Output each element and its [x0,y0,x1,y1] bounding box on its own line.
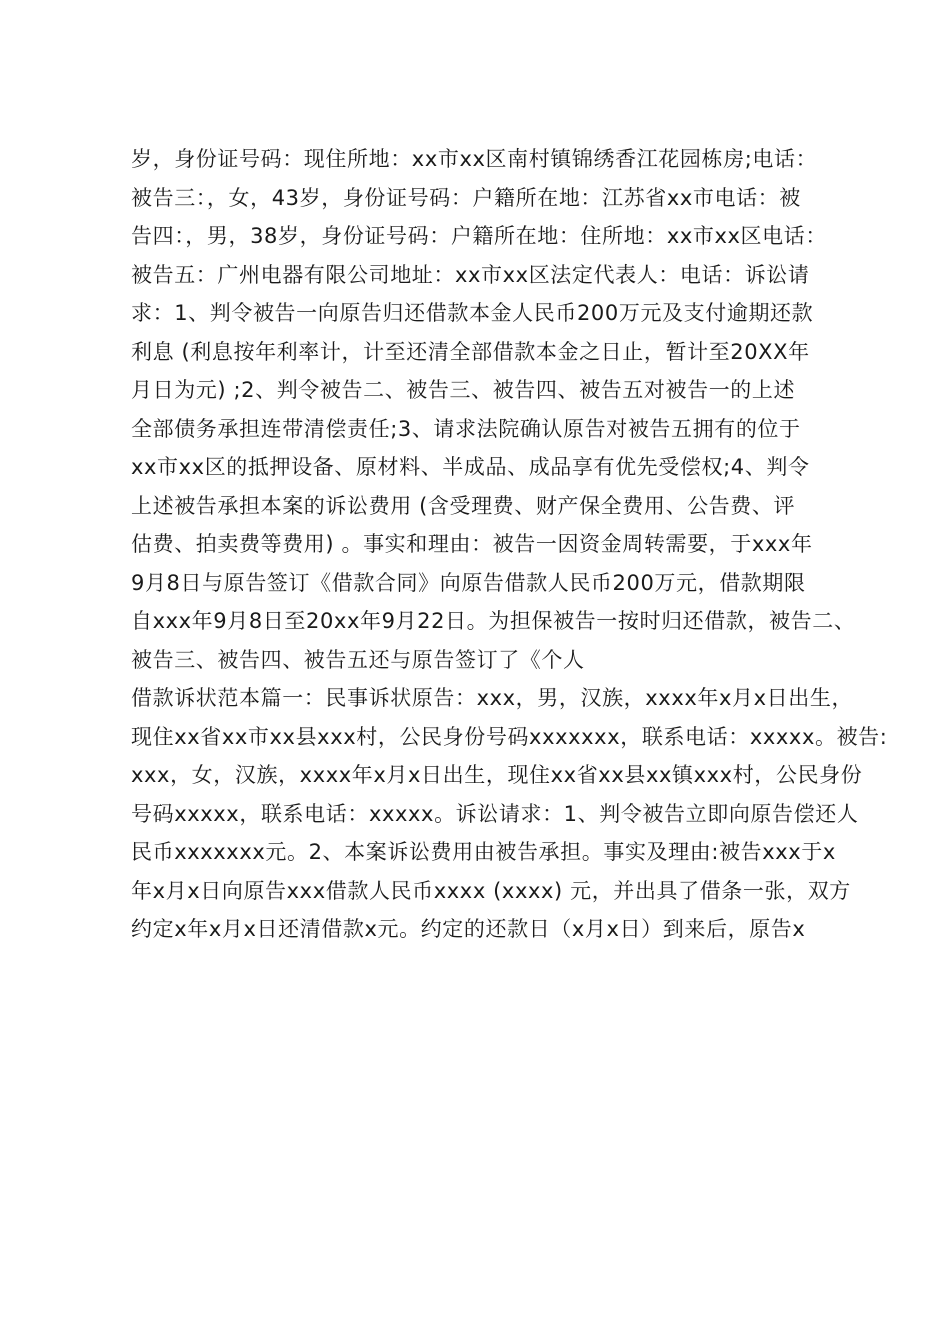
text-line: 借款诉状范本篇一：民事诉状原告：xxx，男，汉族，xxxx年x月x日出生， [131,686,854,710]
text-line: 9月8日与原告签订《借款合同》向原告借款人民币200万元，借款期限 [131,570,806,595]
text-line: 年x月x日向原告xxx借款人民币xxxx (xxxx) 元，并出具了借条一张，双方 [131,878,851,903]
text-line: 自xxx年9月8日至20xx年9月22日。为担保被告一按时归还借款，被告二、 [131,609,856,633]
text-line: 求：1、判令被告一向原告归还借款本金人民币200万元及支付逾期还款 [131,301,814,325]
text-line: 岁，身份证号码：现住所地：xx市xx区南村镇锦绣香江花园栋房;电话： [131,147,818,171]
text-line: 约定x年x月x日还清借款x元。约定的还款日（x月x日）到来后，原告x [131,917,806,941]
document-body [131,140,888,949]
text-line: xxx，女，汉族，xxxx年x月x日出生，现住xx省xx县xx镇xxx村，公民身份 [131,763,863,787]
text-line: 民币xxxxxxx元。2、本案诉讼费用由被告承担。事实及理由:被告xxx于x [131,840,836,864]
text-line: 月日为元) ;2、判令被告二、被告三、被告四、被告五对被告一的上述 [131,378,796,402]
text-line: 被告三、被告四、被告五还与原告签订了《个人 [131,647,585,672]
text-line: 全部债务承担连带清偿责任;3、请求法院确认原告对被告五拥有的位于 [131,416,801,441]
text-line: 上述被告承担本案的诉讼费用 (含受理费、财产保全费用、公告费、评 [131,493,796,518]
text-line: 现住xx省xx市xx县xxx村，公民身份号码xxxxxxx，联系电话：xxxxx。被告: [131,724,888,749]
text-line: 号码xxxxx，联系电话：xxxxx。诉讼请求：1、判令被告立即向原告偿还人 [131,801,859,826]
text-line: 利息 (利息按年利率计，计至还清全部借款本金之日止，暂计至20XX年 [131,339,810,364]
text-line: xx市xx区的抵押设备、原材料、半成品、成品享有优先受偿权;4、判令 [131,455,810,479]
text-line: 估费、拍卖费等费用) 。事实和理由：被告一因资金周转需要，于xxx年 [131,532,813,556]
text-line: 被告三：，女，43岁，身份证号码：户籍所在地：江苏省xx市电话：被 [131,185,801,210]
text-line: 被告五：广州电器有限公司地址：xx市xx区法定代表人：电话：诉讼请 [131,262,810,287]
text-line: 告四：，男，38岁，身份证号码：户籍所在地：住所地：xx市xx区电话： [131,224,827,248]
